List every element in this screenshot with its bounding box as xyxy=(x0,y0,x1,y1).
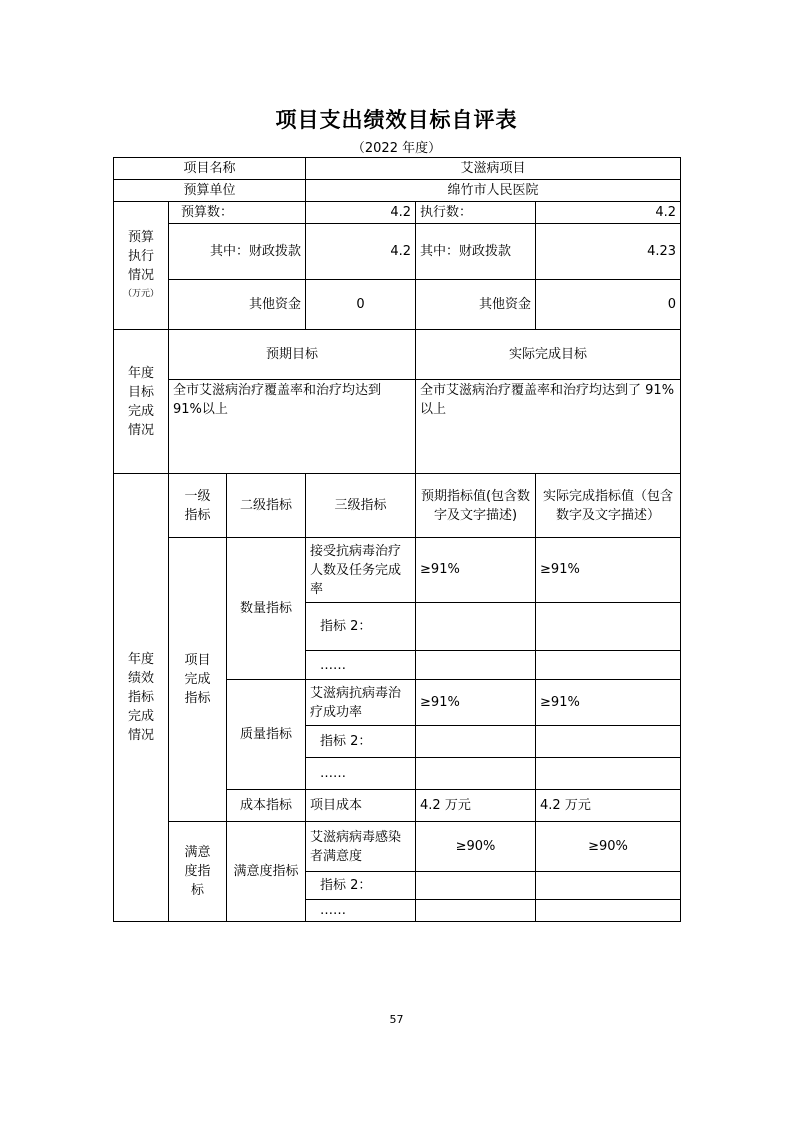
evaluation-table xyxy=(113,157,681,922)
header-actual: 实际完成指标值（包含数字及文字描述） xyxy=(536,474,681,538)
s2-expected xyxy=(416,872,536,900)
satisfaction-indicator-label xyxy=(169,822,227,922)
other-label: 其他资金 xyxy=(169,280,306,330)
unit-value: 绵竹市人民医院 xyxy=(306,180,681,202)
s2-actual xyxy=(536,872,681,900)
table-row xyxy=(114,380,681,474)
table-row xyxy=(114,224,681,280)
header-level1 xyxy=(169,474,227,538)
other-label-2: 其他资金 xyxy=(416,280,536,330)
table-row xyxy=(114,280,681,330)
s3-name: …… xyxy=(306,900,416,922)
page-title: 项目支出绩效目标自评表 xyxy=(275,108,518,132)
ql2-actual xyxy=(536,726,681,758)
budget-section-text: 预算执行情况 xyxy=(127,229,154,283)
table-row xyxy=(114,538,681,603)
s3-actual xyxy=(536,900,681,922)
s1-name: 艾滋病病毒感染者满意度 xyxy=(306,822,416,872)
ql3-actual xyxy=(536,758,681,790)
table-row xyxy=(114,180,681,202)
q3-actual xyxy=(536,651,681,680)
q3-expected xyxy=(416,651,536,680)
annual-goal-section-text: 年度目标完成情况 xyxy=(127,365,154,438)
cost-expected: 4.2 万元 xyxy=(416,790,536,822)
header-level1-text: 一级指标 xyxy=(184,488,211,523)
annual-goal-section-label xyxy=(114,330,169,474)
cost-indicator-label: 成本指标 xyxy=(227,790,306,822)
expected-goal-text: 全市艾滋病治疗覆盖率和治疗均达到 91%以上 xyxy=(169,380,416,474)
s1-actual: ≥90% xyxy=(536,822,681,872)
header-level3: 三级指标 xyxy=(306,474,416,538)
table-row xyxy=(114,474,681,538)
indicators-section-label xyxy=(114,474,169,922)
s1-expected: ≥90% xyxy=(416,822,536,872)
s3-expected xyxy=(416,900,536,922)
exec-value: 4.2 xyxy=(536,202,681,224)
ql1-expected: ≥91% xyxy=(416,680,536,726)
table-row xyxy=(114,822,681,872)
table-row xyxy=(114,202,681,224)
header-expected: 预期指标值(包含数字及文字描述) xyxy=(416,474,536,538)
year-subtitle: （2022 年度） xyxy=(351,141,442,156)
ql1-actual: ≥91% xyxy=(536,680,681,726)
ql2-name: 指标 2： xyxy=(306,726,416,758)
page-number: 57 xyxy=(389,1013,404,1026)
expected-goal-header: 预期目标 xyxy=(169,330,416,380)
q1-actual: ≥91% xyxy=(536,538,681,603)
ql1-name: 艾滋病抗病毒治疗成功率 xyxy=(306,680,416,726)
ql3-expected xyxy=(416,758,536,790)
fiscal-budget-value: 4.2 xyxy=(306,224,416,280)
q2-name: 指标 2： xyxy=(306,603,416,651)
cost-name: 项目成本 xyxy=(306,790,416,822)
ql3-name: …… xyxy=(306,758,416,790)
unit-label: 预算单位 xyxy=(114,180,306,202)
satisfaction-indicator-text: 满意度指标 xyxy=(184,845,211,898)
s2-name: 指标 2： xyxy=(306,872,416,900)
q1-expected: ≥91% xyxy=(416,538,536,603)
budget-value: 4.2 xyxy=(306,202,416,224)
actual-goal-text: 全市艾滋病治疗覆盖率和治疗均达到了 91%以上 xyxy=(416,380,681,474)
exec-label: 执行数： xyxy=(416,202,536,224)
budget-section-label xyxy=(114,202,169,330)
ql2-expected xyxy=(416,726,536,758)
other-budget-value: 0 xyxy=(306,280,416,330)
q1-name: 接受抗病毒治疗人数及任务完成率 xyxy=(306,538,416,603)
project-name-value: 艾滋病项目 xyxy=(306,158,681,180)
quality-indicator-label: 质量指标 xyxy=(227,680,306,790)
fiscal-label: 其中：财政拨款 xyxy=(169,224,306,280)
fiscal-exec-value: 4.23 xyxy=(536,224,681,280)
project-indicator-text: 项目完成指标 xyxy=(184,653,211,706)
budget-label: 预算数： xyxy=(169,202,306,224)
satisfaction-sub-label: 满意度指标 xyxy=(227,822,306,922)
table-row xyxy=(114,330,681,380)
project-indicator-label xyxy=(169,538,227,822)
cost-actual: 4.2 万元 xyxy=(536,790,681,822)
actual-goal-header: 实际完成目标 xyxy=(416,330,681,380)
q3-name: …… xyxy=(306,651,416,680)
project-name-label: 项目名称 xyxy=(114,158,306,180)
other-exec-value: 0 xyxy=(536,280,681,330)
fiscal-label-2: 其中：财政拨款 xyxy=(416,224,536,280)
q2-actual xyxy=(536,603,681,651)
indicators-section-text: 年度绩效指标完成情况 xyxy=(127,652,154,743)
table-row xyxy=(114,158,681,180)
q2-expected xyxy=(416,603,536,651)
header-level2: 二级指标 xyxy=(227,474,306,538)
budget-section-unit: （万元） xyxy=(122,288,159,299)
quantity-indicator-label: 数量指标 xyxy=(227,538,306,680)
